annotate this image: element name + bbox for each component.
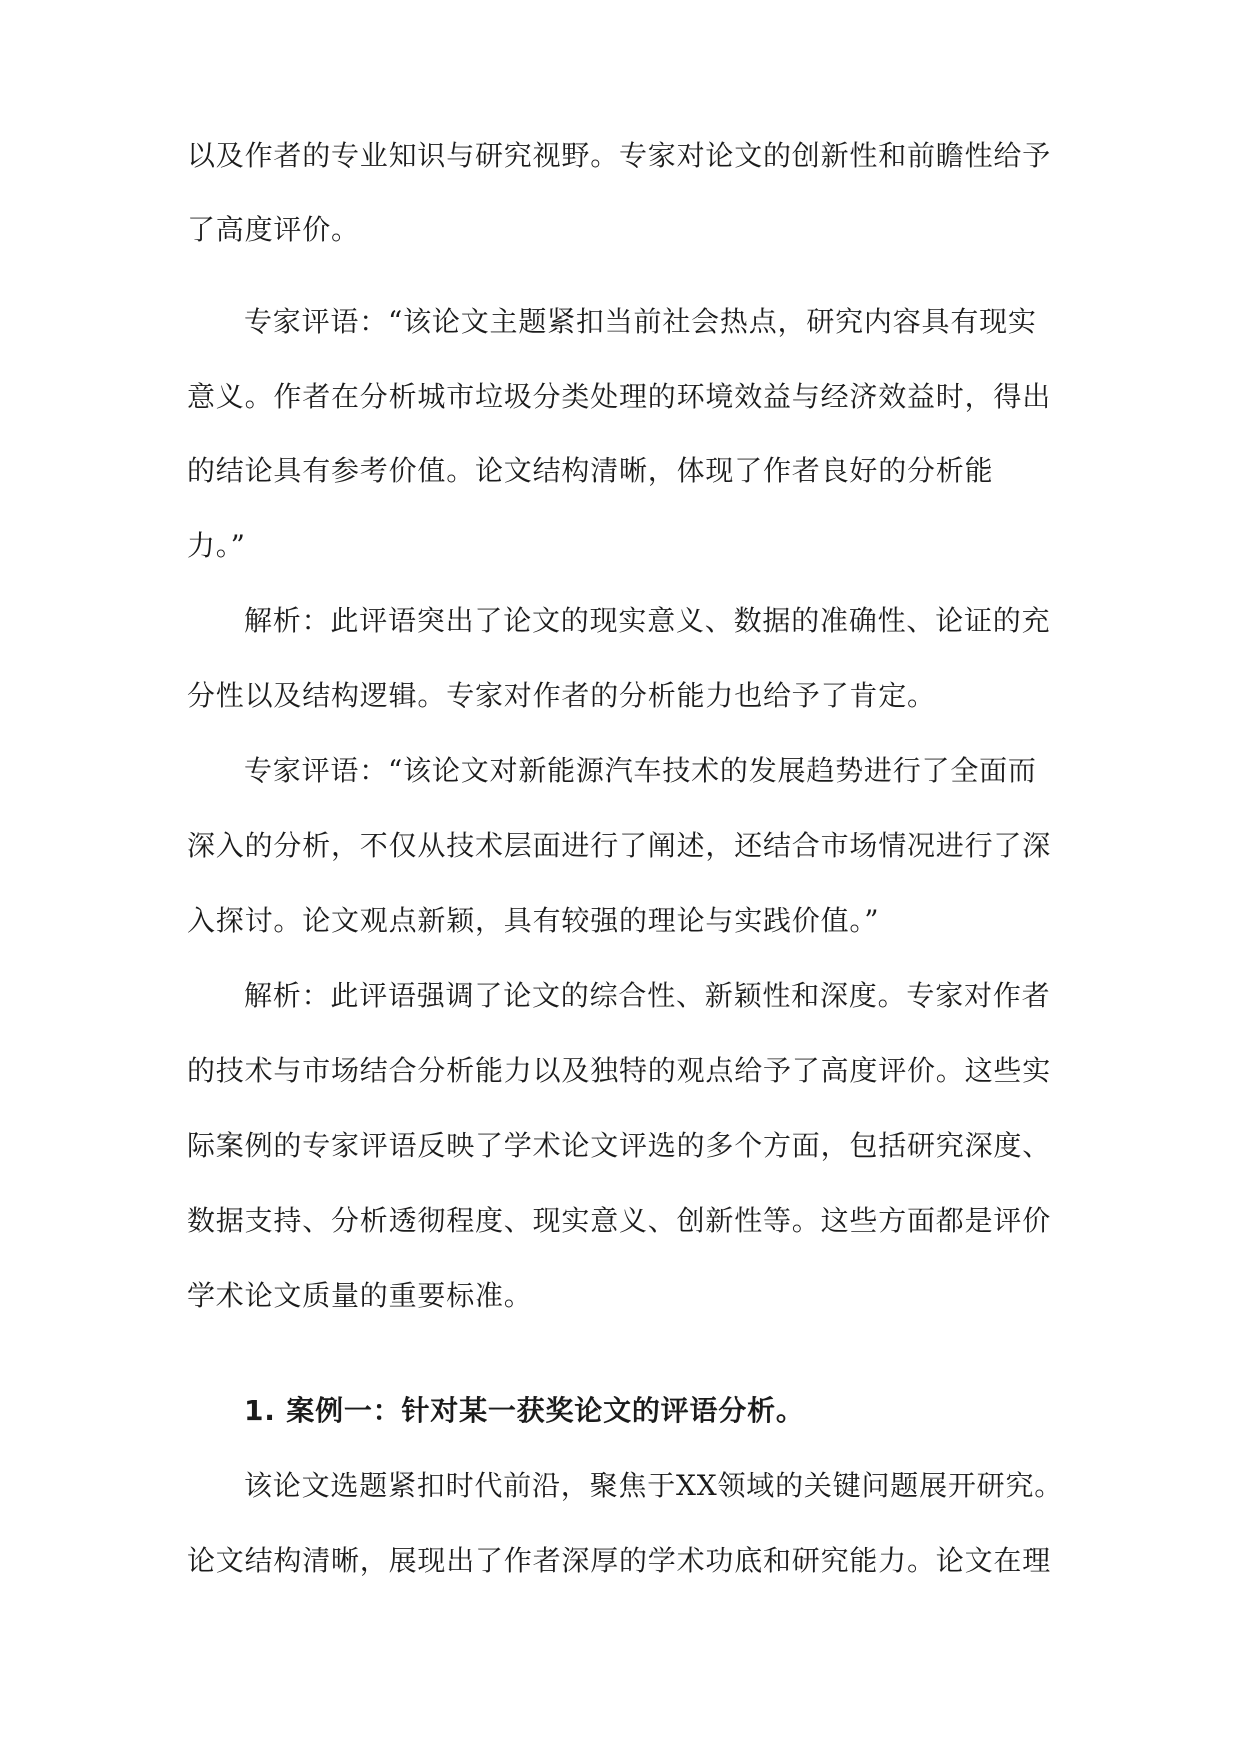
body-text-line: 力。”	[187, 529, 246, 562]
body-text-line: 学术论文质量的重要标准。	[187, 1279, 533, 1312]
body-text-line: 际案例的专家评语反映了学术论文评选的多个方面，包括研究深度、	[187, 1129, 1052, 1162]
body-text-line: 分性以及结构逻辑。专家对作者的分析能力也给予了肯定。	[187, 679, 936, 712]
body-text-line: 以及作者的专业知识与研究视野。专家对论文的创新性和前瞻性给予	[187, 139, 1052, 172]
body-text-line: 了高度评价。	[187, 213, 360, 246]
body-text-line: 专家评语：“该论文对新能源汽车技术的发展趋势进行了全面而	[244, 754, 1037, 787]
body-text-line: 论文结构清晰，展现出了作者深厚的学术功底和研究能力。论文在理	[187, 1544, 1052, 1577]
body-text-line: 解析：此评语强调了论文的综合性、新颖性和深度。专家对作者	[244, 979, 1051, 1012]
body-text-line: 的技术与市场结合分析能力以及独特的观点给予了高度评价。这些实	[187, 1054, 1052, 1087]
body-text-line: 入探讨。论文观点新颖，具有较强的理论与实践价值。”	[187, 904, 880, 937]
body-text-line: 的结论具有参考价值。论文结构清晰，体现了作者良好的分析能	[187, 454, 994, 487]
body-text-line: 意义。作者在分析城市垃圾分类处理的环境效益与经济效益时，得出	[187, 380, 1052, 413]
body-text-line: 该论文选题紧扣时代前沿，聚焦于XX领域的关键问题展开研究。	[244, 1469, 1064, 1502]
body-text-line: 深入的分析，不仅从技术层面进行了阐述，还结合市场情况进行了深	[187, 829, 1052, 862]
body-text-line: 专家评语：“该论文主题紧扣当前社会热点，研究内容具有现实	[244, 305, 1037, 338]
body-text-line: 数据支持、分析透彻程度、现实意义、创新性等。这些方面都是评价	[187, 1204, 1052, 1237]
section-heading: 1. 案例一：针对某一获奖论文的评语分析。	[244, 1394, 805, 1427]
body-text-line: 解析：此评语突出了论文的现实意义、数据的准确性、论证的充	[244, 604, 1051, 637]
